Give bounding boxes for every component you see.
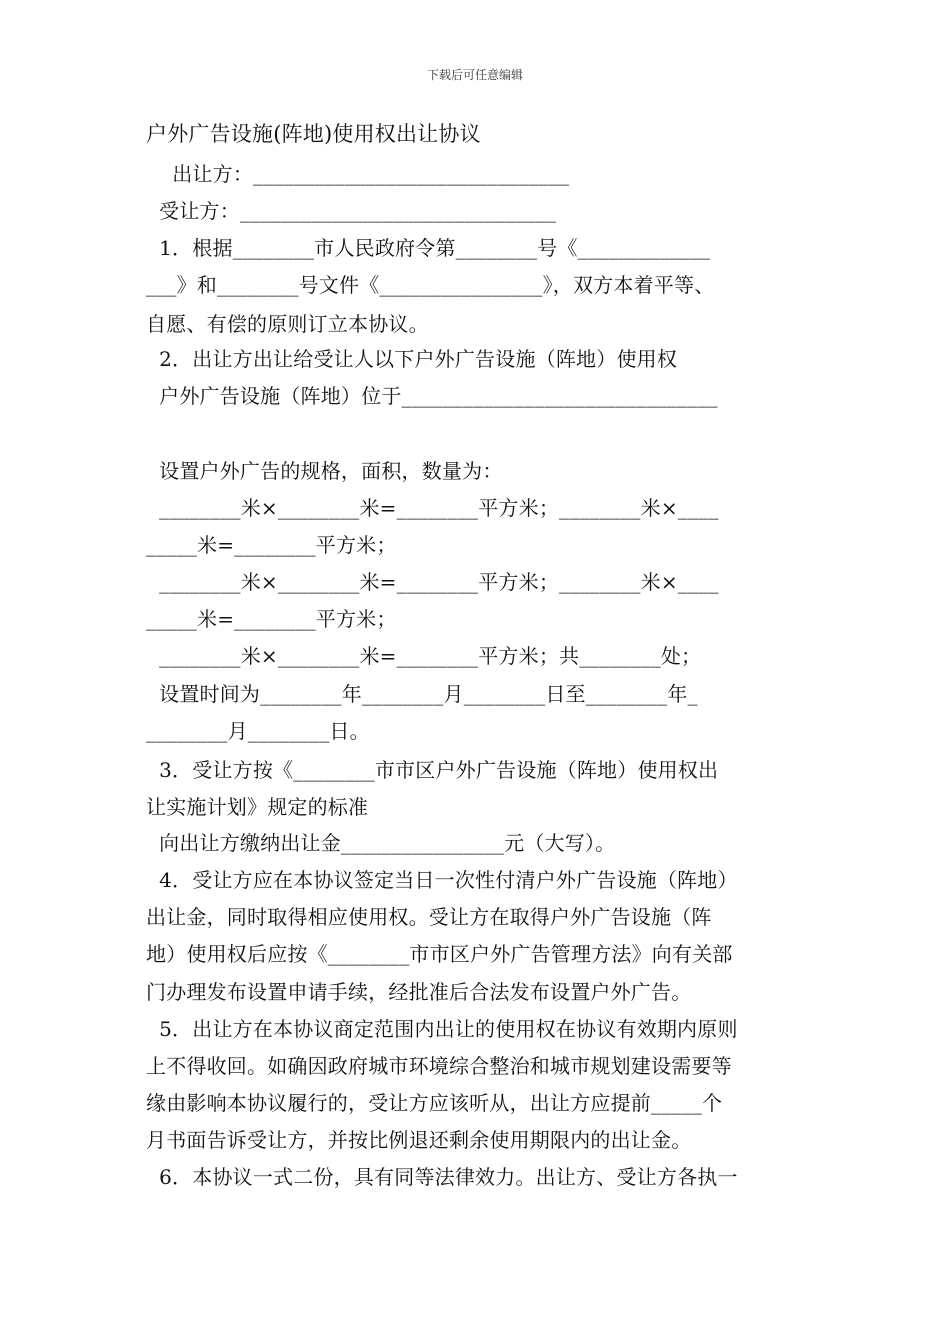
period-line-2: ________月________日。 xyxy=(146,719,370,743)
transferee-line: 受让方：_______________________________ xyxy=(146,199,557,223)
page-header: 下载后可任意编辑 xyxy=(426,68,523,82)
spec-row-3: ________米×________米=________平方米；共________处； xyxy=(146,644,702,668)
document-title: 户外广告设施(阵地)使用权出让协议 xyxy=(146,122,481,146)
clause-4-line-3: 地）使用权后应按《________市市区户外广告管理方法》向有关部 xyxy=(146,942,733,966)
spec-row-2a: ________米×________米=________平方米；________米×____ xyxy=(146,570,719,594)
clause-3-line-1: 3．受让方按《________市市区户外广告设施（阵地）使用权出 xyxy=(146,758,719,782)
clause-1-line-1: 1．根据________市人民政府令第________号《_____________ xyxy=(146,236,711,260)
clause-5-line-4: 月书面告诉受让方，并按比例退还剩余使用期限内的出让金。 xyxy=(146,1128,692,1152)
clause-3-line-3: 向出让方缴纳出让金________________元（大写）。 xyxy=(146,831,616,855)
clause-3-line-2: 让实施计划》规定的标准 xyxy=(146,795,369,819)
transferor-line: 出让方：_______________________________ xyxy=(146,162,570,186)
clause-5-line-2: 上不得收回。如确因政府城市环境综合整治和城市规划建设需要等 xyxy=(146,1054,732,1078)
clause-4-line-4: 门办理发布设置申请手续，经批准后合法发布设置户外广告。 xyxy=(146,980,692,1004)
clause-1-line-2: ___》和________号文件《________________》，双方本着平等、 xyxy=(146,273,715,297)
spec-row-1b: _____米=________平方米； xyxy=(146,533,397,557)
clause-5-line-1: 5．出让方在本协议商定范围内出让的使用权在协议有效期内原则 xyxy=(146,1017,738,1041)
location-line: 户外广告设施（阵地）位于_______________________________ xyxy=(146,384,718,408)
clause-2-line-1: 2．出让方出让给受让人以下户外广告设施（阵地）使用权 xyxy=(146,347,678,371)
spec-row-1a: ________米×________米=________平方米；________米×____ xyxy=(146,496,719,520)
spec-row-2b: _____米=________平方米； xyxy=(146,607,397,631)
clause-5-line-3: 缘由影响本协议履行的，受让方应该听从，出让方应提前_____个 xyxy=(146,1091,723,1115)
clause-4-line-1: 4．受让方应在本协议签定当日一次性付清户外广告设施（阵地） xyxy=(146,868,738,892)
clause-6-line-1: 6．本协议一式二份，具有同等法律效力。出让方、受让方各执一 xyxy=(146,1165,738,1189)
period-line-1: 设置时间为________年________月________日至________年_ xyxy=(146,682,698,706)
spec-heading: 设置户外广告的规格，面积，数量为： xyxy=(146,459,503,483)
clause-4-line-2: 出让金，同时取得相应使用权。受让方在取得户外广告设施（阵 xyxy=(146,905,712,929)
clause-1-line-3: 自愿、有偿的原则订立本协议。 xyxy=(146,312,429,336)
